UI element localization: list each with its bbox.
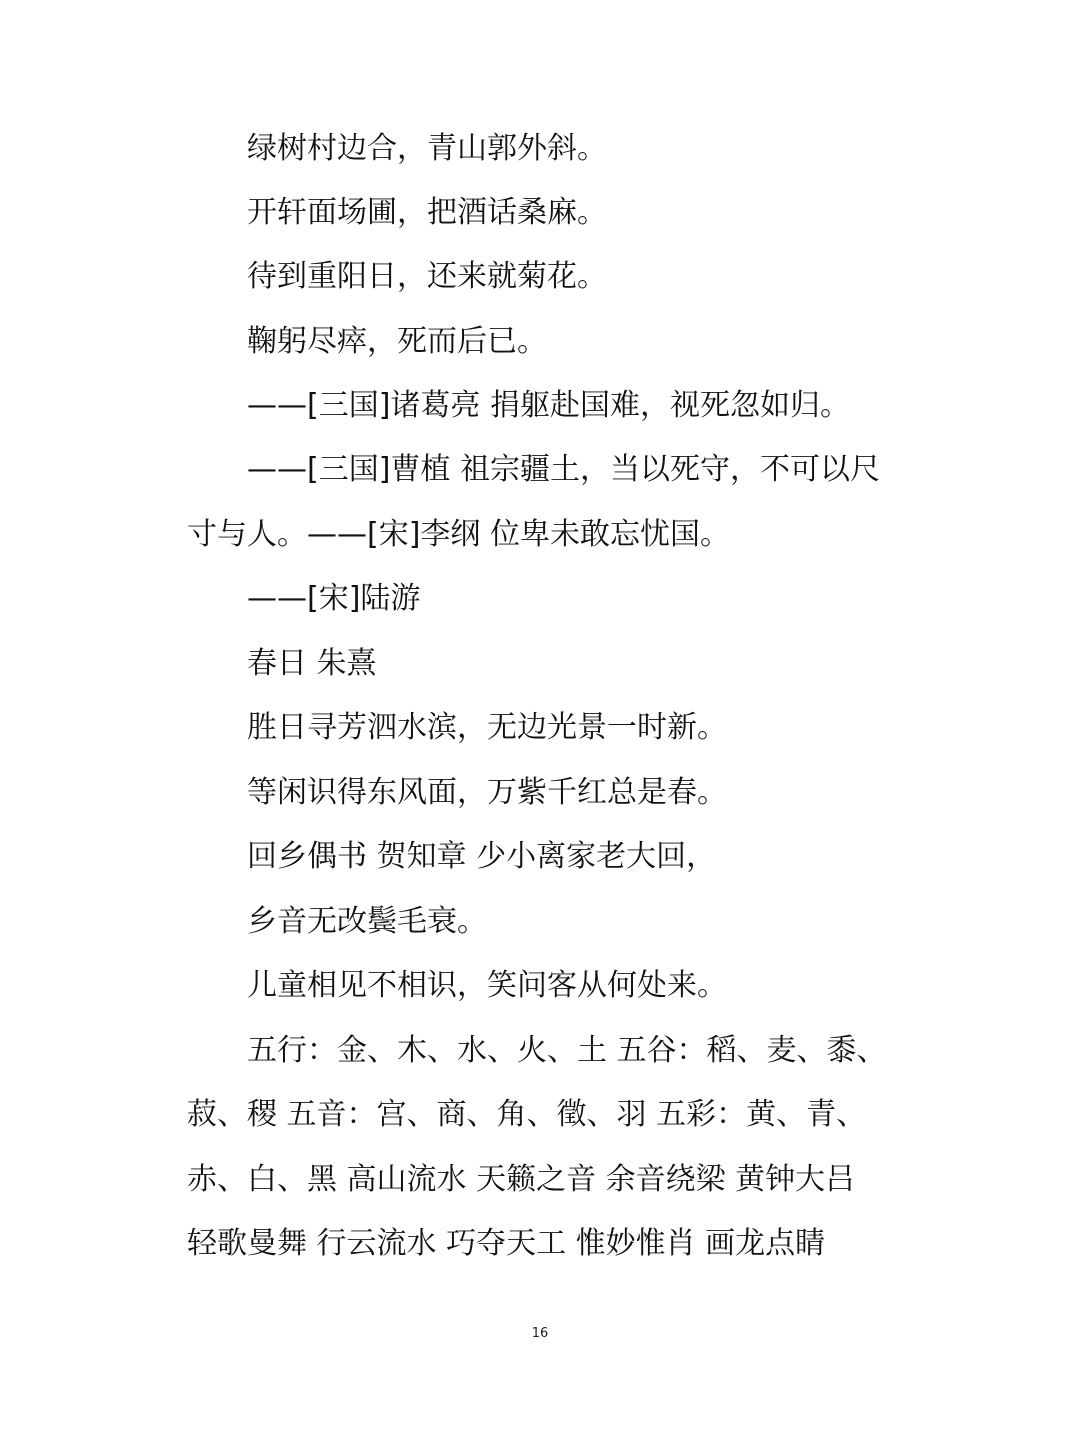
text-line-6: ——[三国]曹植 祖宗疆土，当以死守，不可以尺 [247, 452, 880, 487]
text-line-2: 开轩面场圃，把酒话桑麻。 [247, 195, 607, 230]
text-line-16: 菽、稷 五音：宫、商、角、徵、羽 五彩：黄、青、 [187, 1097, 867, 1132]
text-line-18: 轻歌曼舞 行云流水 巧夺天工 惟妙惟肖 画龙点睛 [187, 1226, 826, 1261]
text-line-15: 五行：金、木、水、火、土 五谷：稻、麦、黍、 [247, 1033, 887, 1068]
text-line-17: 赤、白、黑 高山流水 天籁之音 余音绕梁 黄钟大吕 [187, 1162, 856, 1197]
text-line-4: 鞠躬尽瘁，死而后已。 [247, 324, 547, 359]
text-line-12: 回乡偶书 贺知章 少小离家老大回， [247, 839, 717, 874]
text-line-14: 儿童相见不相识，笑问客从何处来。 [247, 968, 727, 1003]
text-line-1: 绿树村边合，青山郭外斜。 [247, 131, 607, 166]
text-line-5: ——[三国]诸葛亮 捐躯赴国难，视死忽如归。 [247, 388, 850, 423]
page-number: 16 [531, 1326, 549, 1341]
text-line-8: ——[宋]陆游 [247, 581, 421, 616]
text-line-3: 待到重阳日，还来就菊花。 [247, 259, 607, 294]
text-line-13: 乡音无改鬓毛衰。 [247, 904, 487, 939]
text-line-9: 春日 朱熹 [247, 646, 377, 681]
text-line-11: 等闲识得东风面，万紫千红总是春。 [247, 775, 727, 810]
text-line-10: 胜日寻芳泗水滨，无边光景一时新。 [247, 710, 727, 745]
text-line-7: 寸与人。——[宋]李纲 位卑未敢忘忧国。 [187, 517, 730, 552]
